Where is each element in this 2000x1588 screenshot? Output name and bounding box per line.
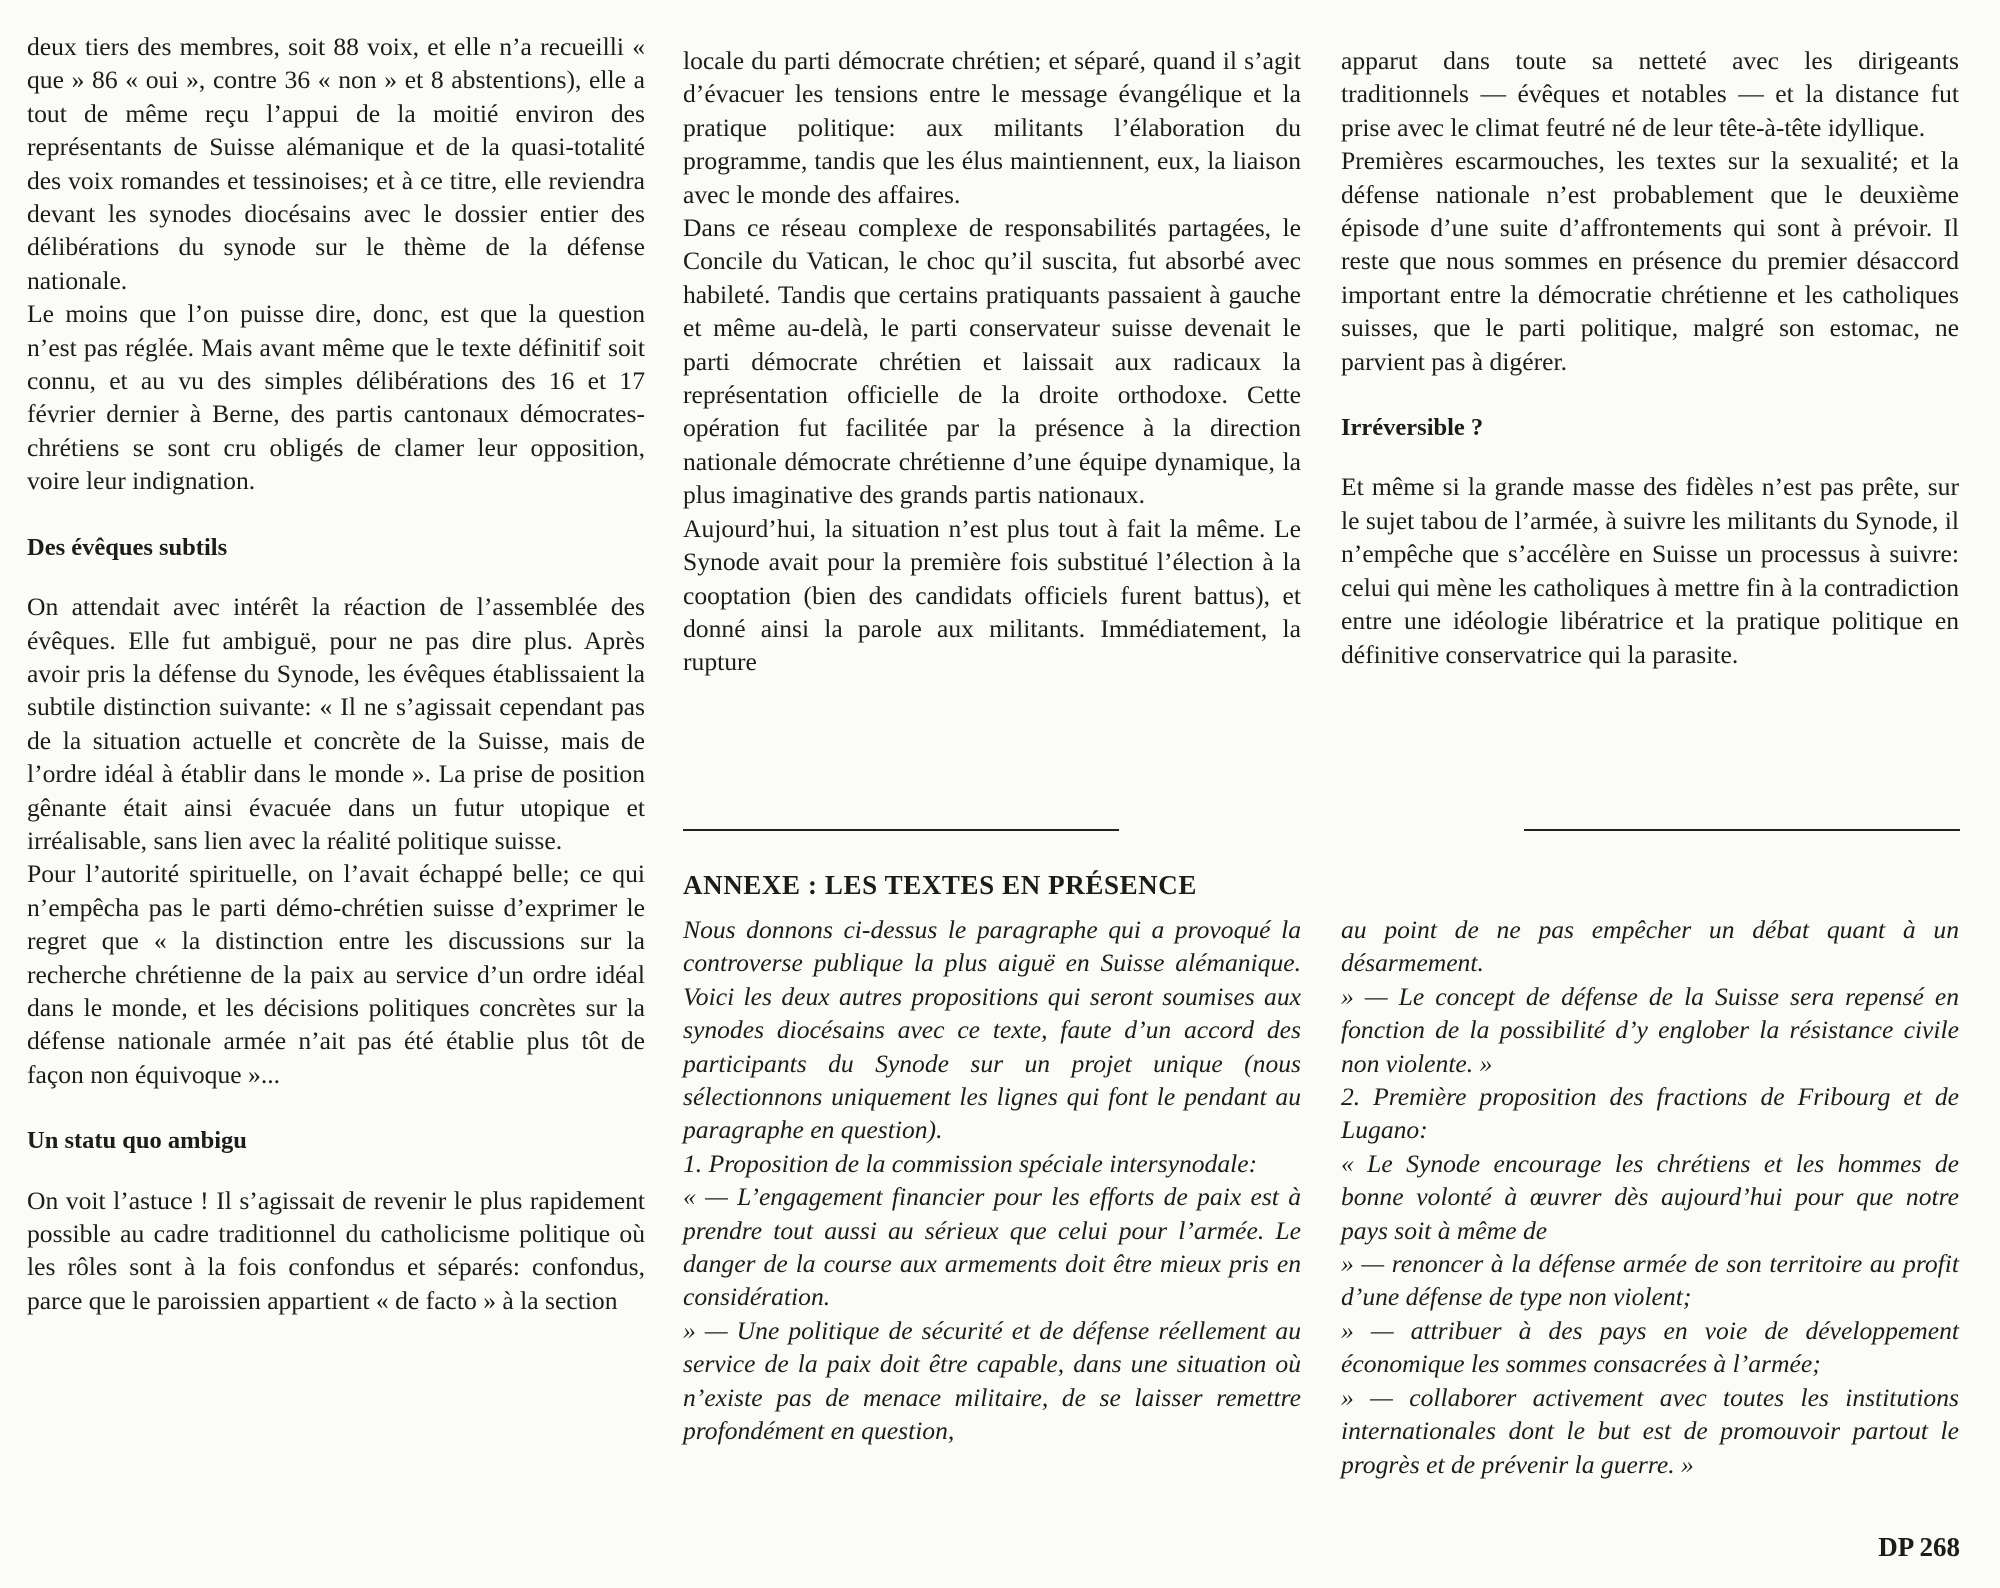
annex-paragraph: 2. Première proposition des fractions de Fribourg et de Lugano:	[1341, 1082, 1959, 1145]
paragraph: locale du parti démocrate chrétien; et séparé, quand il s’agit d’évacuer les tensions entre le message évangélique et la pratique politique: aux militants l’élaboration du programme, tandis que les élus maintiennent, eux, la liaison avec le monde des affaires.	[683, 46, 1301, 209]
annex-paragraph: » — Le concept de défense de la Suisse sera repensé en fonction de la possibilité d’y englober la résistance civile non violente. »	[1341, 981, 1959, 1078]
paragraph: deux tiers des membres, soit 88 voix, et elle n’a recueilli « que » 86 « oui », contre 36 « non » et 8 abstentions), elle a tout de même reçu l’appui de la moitié environ des représentants de Suisse alémanique et de la quasi-totalité des voix romandes et tessinoises; et à ce titre, elle reviendra devant les synodes diocésains avec le dossier entier des délibérations du synode sur le thème de la défense nationale.	[27, 32, 645, 295]
annex-column-left	[683, 913, 1301, 1448]
annex-paragraph: 1. Proposition de la commission spéciale intersynodale:	[683, 1148, 1258, 1178]
paragraph: Pour l’autorité spirituelle, on l’avait échappé belle; ce qui n’empêcha pas le parti démo-chrétien suisse d’exprimer le regret que « la distinction entre les discussions sur la recherche chrétienne de la paix au service d’un ordre idéal dans le monde, et les décisions politiques concrètes sur la défense nationale armée n’ait pas été établie plus tôt de façon non équivoque »...	[27, 859, 645, 1089]
paragraph: Dans ce réseau complexe de responsabilités partagées, le Concile du Vatican, le choc qu’il suscita, fut absorbé avec habileté. Tandis que certains pratiquants passaient à gauche et même au-delà, le parti conservateur suisse devenait le parti démocrate chrétien et laissait aux radicaux la représentation officielle de la droite orthodoxe. Cette opération fut facilitée par la présence à la direction nationale démocrate chrétienne d’une équipe dynamique, la plus imaginative des grands partis nationaux.	[683, 213, 1301, 510]
annex-paragraph: « Le Synode encourage les chrétiens et les hommes de bonne volonté à œuvrer dès aujourd’hui pour que notre pays soit à même de	[1341, 1148, 1959, 1245]
paragraph: On voit l’astuce ! Il s’agissait de revenir le plus rapidement possible au cadre traditionnel du catholicisme politique où les rôles sont à la fois confondus et séparés: confondus, parce que le paroissien appartient « de facto » à la section	[27, 1185, 645, 1315]
issue-code: DP 268	[1878, 1532, 1960, 1562]
section-divider-left	[683, 829, 1119, 831]
paragraph: Aujourd’hui, la situation n’est plus tout à fait la même. Le Synode avait pour la première fois substitué l’élection à la cooptation (bien des candidats officiels furent battus), et donné ainsi la parole aux militants. Immédiatement, la rupture	[683, 513, 1301, 677]
column-1	[27, 30, 645, 1317]
column-2	[683, 44, 1301, 679]
annex-title: ANNEXE : LES TEXTES EN PRÉSENCE	[683, 870, 1197, 900]
annex-paragraph: » — attribuer à des pays en voie de développement économique les sommes consacrées à l’armée;	[1341, 1315, 1959, 1379]
annex-paragraph: au point de ne pas empêcher un débat quant à un désarmement.	[1341, 915, 1959, 978]
paragraph: Et même si la grande masse des fidèles n’est pas prête, sur le sujet tabou de l’armée, à suivre les militants du Synode, il n’empêche que s’accélère en Suisse un processus à suivre: celui qui mène les catholiques à mettre fin à la contradiction entre une idéologie libératrice et la pratique politique en définitive conservatrice qui la parasite.	[1341, 472, 1959, 669]
annex-column-right	[1341, 913, 1959, 1481]
section-divider-right	[1524, 829, 1960, 831]
annex-paragraph: » — collaborer activement avec toutes les institutions internationales dont le but est de promouvoir partout le progrès et de prévenir la guerre. »	[1341, 1382, 1959, 1479]
paragraph: Premières escarmouches, les textes sur la sexualité; et la défense nationale n’est probablement que le deuxième épisode d’une suite d’affrontements qui sont à prévoir. Il reste que nous sommes en présence du premier désaccord important entre la démocratie chrétienne et les catholiques suisses, que le parti politique, malgré son estomac, ne parvient pas à digérer.	[1341, 146, 1959, 376]
annex-paragraph: « — L’engagement financier pour les efforts de paix est à prendre tout aussi au sérieux que celui pour l’armée. Le danger de la course aux armements doit être mieux pris en considération.	[683, 1182, 1301, 1312]
subheading-eveques: Des évêques subtils	[27, 533, 228, 561]
paragraph: Le moins que l’on puisse dire, donc, est que la question n’est pas réglée. Mais avant même que le texte définitif soit connu, et au vu des simples délibérations des 16 et 17 février dernier à Berne, des partis cantonaux démocrates-chrétiens se sont cru obligés de clamer leur opposition, voire leur indignation.	[27, 299, 645, 496]
subheading-irreversible: Irréversible ?	[1341, 414, 1484, 442]
annex-paragraph: Nous donnons ci-dessus le paragraphe qui a provoqué la controverse publique la plus aiguë en Suisse alémanique. Voici les deux autres propositions qui seront soumises aux synodes diocésains avec ce texte, faute d’un accord des participants du Synode sur un projet unique (nous sélectionnons uniquement les lignes qui font le pendant au paragraphe en question).	[683, 915, 1301, 1145]
paragraph: On attendait avec intérêt la réaction de l’assemblée des évêques. Elle fut ambiguë, pour ne pas dire plus. Après avoir pris la défense du Synode, les évêques établissaient la subtile distinction suivante: « Il ne s’agissait cependant pas de la situation actuelle et concrète de la Suisse, mais de l’ordre idéal à établir dans le monde ». La prise de position gênante était ainsi évacuée dans un futur utopique et irréalisable, sans lien avec la réalité politique suisse.	[27, 592, 645, 855]
column-3	[1341, 44, 1959, 671]
annex-paragraph: » — renoncer à la défense armée de son territoire au profit d’une défense de type non violent;	[1341, 1249, 1959, 1312]
annex-paragraph: » — Une politique de sécurité et de défense réellement au service de la paix doit être capable, dans une situation où n’existe pas de menace militaire, de se laisser remettre profondément en question,	[683, 1315, 1301, 1446]
subheading-statu-quo: Un statu quo ambigu	[27, 1127, 247, 1155]
paragraph: apparut dans toute sa netteté avec les dirigeants traditionnels — évêques et notables — et la distance fut prise avec le climat feutré né de leur tête-à-tête idyllique.	[1341, 46, 1959, 142]
